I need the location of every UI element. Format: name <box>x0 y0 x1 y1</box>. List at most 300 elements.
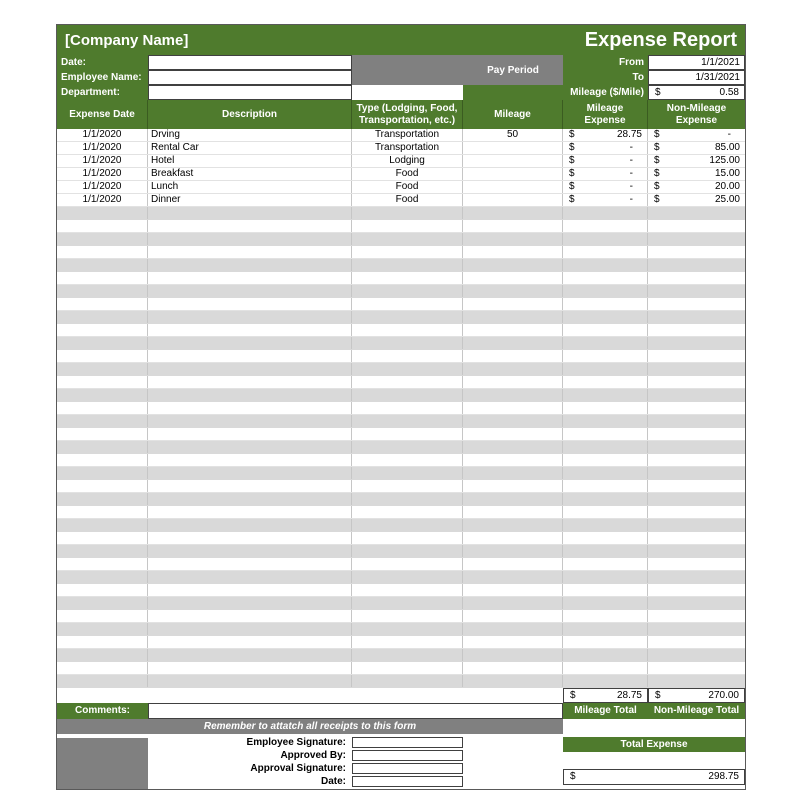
cell-non-mileage-expense[interactable] <box>648 545 745 557</box>
cell-description[interactable] <box>148 467 352 479</box>
cell-description[interactable]: Rental Car <box>148 142 352 154</box>
cell-type[interactable] <box>352 233 463 245</box>
cell-description[interactable] <box>148 259 352 271</box>
cell-expense-date[interactable] <box>57 532 148 544</box>
cell-mileage[interactable] <box>463 246 563 258</box>
cell-non-mileage-expense[interactable] <box>648 181 745 193</box>
cell-mileage[interactable] <box>463 194 563 206</box>
cell-mileage-expense[interactable] <box>563 558 648 570</box>
cell-type[interactable]: Food <box>352 181 463 193</box>
cell-expense-date[interactable] <box>57 610 148 622</box>
cell-mileage[interactable]: 50 <box>463 129 563 141</box>
cell-mileage[interactable] <box>463 467 563 479</box>
cell-mileage-expense[interactable] <box>563 545 648 557</box>
cell-non-mileage-expense[interactable] <box>648 662 745 674</box>
cell-non-mileage-expense[interactable] <box>648 337 745 349</box>
currency-symbol: $ <box>654 181 660 192</box>
cell-type[interactable] <box>352 545 463 557</box>
cell-expense-date[interactable] <box>57 571 148 583</box>
cell-type[interactable] <box>352 636 463 648</box>
cell-mileage[interactable] <box>463 272 563 284</box>
cell-expense-date[interactable] <box>57 350 148 362</box>
cell-mileage[interactable] <box>463 285 563 297</box>
cell-mileage[interactable] <box>463 441 563 453</box>
cell-non-mileage-expense[interactable] <box>648 311 745 323</box>
currency-symbol: $ <box>569 194 575 205</box>
cell-mileage-expense[interactable] <box>563 584 648 596</box>
cell-description[interactable] <box>148 272 352 284</box>
cell-type[interactable] <box>352 467 463 479</box>
cell-expense-date[interactable]: 1/1/2020 <box>57 142 148 154</box>
cell-type[interactable]: Transportation <box>352 129 463 141</box>
cell-type[interactable] <box>352 532 463 544</box>
cell-description[interactable] <box>148 610 352 622</box>
cell-expense-date[interactable] <box>57 220 148 232</box>
expense-row-empty <box>57 415 745 428</box>
cell-mileage-expense[interactable] <box>563 246 648 258</box>
cell-description[interactable] <box>148 207 352 219</box>
cell-description[interactable]: Lunch <box>148 181 352 193</box>
cell-non-mileage-expense[interactable] <box>648 454 745 466</box>
cell-description[interactable] <box>148 389 352 401</box>
cell-mileage-expense[interactable] <box>563 441 648 453</box>
cell-mileage-expense[interactable] <box>563 168 648 180</box>
cell-mileage-expense[interactable] <box>563 129 648 141</box>
cell-mileage[interactable] <box>463 662 563 674</box>
cell-description[interactable] <box>148 493 352 505</box>
cell-type[interactable] <box>352 298 463 310</box>
cell-non-mileage-expense[interactable] <box>648 428 745 440</box>
cell-mileage-expense[interactable] <box>563 324 648 336</box>
cell-description[interactable] <box>148 402 352 414</box>
cell-mileage-expense[interactable] <box>563 376 648 388</box>
cell-expense-date[interactable] <box>57 558 148 570</box>
cell-mileage-expense[interactable] <box>563 298 648 310</box>
cell-mileage-expense[interactable] <box>563 493 648 505</box>
cell-non-mileage-expense[interactable] <box>648 350 745 362</box>
cell-mileage[interactable] <box>463 389 563 401</box>
cell-type[interactable] <box>352 493 463 505</box>
cell-mileage[interactable] <box>463 636 563 648</box>
comments-input[interactable] <box>148 703 563 719</box>
cell-non-mileage-expense[interactable] <box>648 597 745 609</box>
cell-mileage-expense[interactable] <box>563 610 648 622</box>
cell-expense-date[interactable] <box>57 428 148 440</box>
cell-type[interactable] <box>352 376 463 388</box>
cell-description[interactable] <box>148 597 352 609</box>
cell-description[interactable] <box>148 675 352 687</box>
cell-expense-date[interactable] <box>57 298 148 310</box>
department-label: Department: <box>57 85 148 100</box>
cell-mileage-expense[interactable] <box>563 532 648 544</box>
cell-mileage[interactable] <box>463 506 563 518</box>
cell-mileage-expense[interactable] <box>563 597 648 609</box>
cell-type[interactable] <box>352 350 463 362</box>
cell-expense-date[interactable]: 1/1/2020 <box>57 155 148 167</box>
cell-non-mileage-expense[interactable] <box>648 610 745 622</box>
cell-mileage-expense[interactable] <box>563 337 648 349</box>
cell-description[interactable] <box>148 649 352 661</box>
cell-mileage[interactable] <box>463 571 563 583</box>
cell-mileage-expense[interactable] <box>563 155 648 167</box>
cell-mileage-expense[interactable] <box>563 675 648 687</box>
cell-mileage-expense[interactable] <box>563 350 648 362</box>
cell-type[interactable] <box>352 519 463 531</box>
cell-description[interactable] <box>148 636 352 648</box>
cell-mileage[interactable] <box>463 558 563 570</box>
cell-mileage[interactable] <box>463 168 563 180</box>
cell-description[interactable] <box>148 454 352 466</box>
comments-label: Comments: <box>57 703 148 719</box>
cell-mileage[interactable] <box>463 610 563 622</box>
cell-expense-date[interactable] <box>57 324 148 336</box>
cell-description[interactable]: Breakfast <box>148 168 352 180</box>
mileage-rate-field[interactable] <box>648 85 745 100</box>
cell-mileage-expense[interactable] <box>563 623 648 635</box>
cell-description[interactable] <box>148 519 352 531</box>
cell-type[interactable] <box>352 675 463 687</box>
totals-spacer <box>57 688 563 703</box>
cell-mileage-expense[interactable] <box>563 389 648 401</box>
cell-mileage[interactable] <box>463 350 563 362</box>
cell-mileage[interactable] <box>463 142 563 154</box>
cell-mileage-expense[interactable] <box>563 285 648 297</box>
cell-mileage-expense[interactable] <box>563 662 648 674</box>
cell-non-mileage-expense[interactable] <box>648 298 745 310</box>
cell-description[interactable] <box>148 220 352 232</box>
cell-description[interactable] <box>148 337 352 349</box>
cell-expense-date[interactable] <box>57 675 148 687</box>
cell-mileage[interactable] <box>463 454 563 466</box>
cell-description[interactable] <box>148 480 352 492</box>
expense-row-empty <box>57 298 745 311</box>
cell-type[interactable] <box>352 220 463 232</box>
cell-expense-date[interactable] <box>57 545 148 557</box>
cell-description[interactable] <box>148 285 352 297</box>
cell-non-mileage-expense[interactable] <box>648 493 745 505</box>
cell-mileage[interactable] <box>463 545 563 557</box>
cell-type[interactable]: Transportation <box>352 142 463 154</box>
expense-row-empty <box>57 675 745 688</box>
cell-mileage-expense[interactable] <box>563 220 648 232</box>
expense-row <box>57 181 745 194</box>
expense-row-empty <box>57 467 745 480</box>
cell-mileage-expense[interactable] <box>563 181 648 193</box>
cell-mileage[interactable] <box>463 402 563 414</box>
cell-type[interactable] <box>352 597 463 609</box>
cell-expense-date[interactable] <box>57 662 148 674</box>
cell-mileage[interactable] <box>463 649 563 661</box>
cell-non-mileage-expense[interactable] <box>648 324 745 336</box>
cell-mileage[interactable] <box>463 155 563 167</box>
cell-description[interactable]: Drving <box>148 129 352 141</box>
cell-type[interactable] <box>352 454 463 466</box>
cell-description[interactable] <box>148 350 352 362</box>
cell-description[interactable] <box>148 376 352 388</box>
from-date-field[interactable]: 1/1/2021 <box>648 55 745 70</box>
cell-description[interactable] <box>148 623 352 635</box>
cell-type[interactable] <box>352 506 463 518</box>
cell-mileage-expense[interactable] <box>563 311 648 323</box>
cell-mileage[interactable] <box>463 220 563 232</box>
cell-type[interactable] <box>352 285 463 297</box>
cell-type[interactable] <box>352 272 463 284</box>
mileage-total-value-cell[interactable] <box>563 688 648 703</box>
cell-expense-date[interactable] <box>57 415 148 427</box>
cell-mileage-expense[interactable] <box>563 636 648 648</box>
expense-row-empty <box>57 389 745 402</box>
cell-description[interactable] <box>148 363 352 375</box>
cell-type[interactable] <box>352 415 463 427</box>
cell-description[interactable] <box>148 441 352 453</box>
cell-description[interactable] <box>148 506 352 518</box>
cell-non-mileage-expense[interactable] <box>648 389 745 401</box>
cell-description[interactable] <box>148 545 352 557</box>
cell-expense-date[interactable] <box>57 441 148 453</box>
expense-row-empty <box>57 363 745 376</box>
cell-expense-date[interactable] <box>57 623 148 635</box>
cell-expense-date[interactable] <box>57 337 148 349</box>
amount: - <box>629 181 633 192</box>
cell-description[interactable] <box>148 415 352 427</box>
cell-description[interactable] <box>148 584 352 596</box>
cell-mileage[interactable] <box>463 675 563 687</box>
to-date-field[interactable]: 1/31/2021 <box>648 70 745 85</box>
cell-expense-date[interactable] <box>57 506 148 518</box>
cell-non-mileage-expense[interactable] <box>648 519 745 531</box>
cell-expense-date[interactable] <box>57 597 148 609</box>
employee-name-field[interactable] <box>148 70 352 85</box>
cell-non-mileage-expense[interactable] <box>648 649 745 661</box>
signature-date-field[interactable] <box>352 776 463 787</box>
cell-type[interactable] <box>352 441 463 453</box>
cell-mileage-expense[interactable] <box>563 272 648 284</box>
cell-expense-date[interactable] <box>57 285 148 297</box>
date-field[interactable] <box>148 55 352 70</box>
cell-non-mileage-expense[interactable] <box>648 376 745 388</box>
cell-mileage-expense[interactable] <box>563 571 648 583</box>
cell-non-mileage-expense[interactable] <box>648 623 745 635</box>
cell-description[interactable] <box>148 298 352 310</box>
cell-non-mileage-expense[interactable] <box>648 402 745 414</box>
cell-type[interactable] <box>352 610 463 622</box>
cell-mileage-expense[interactable] <box>563 519 648 531</box>
cell-mileage-expense[interactable] <box>563 480 648 492</box>
cell-non-mileage-expense[interactable] <box>648 506 745 518</box>
cell-mileage[interactable] <box>463 363 563 375</box>
department-field[interactable] <box>148 85 352 100</box>
cell-non-mileage-expense[interactable] <box>648 272 745 284</box>
cell-non-mileage-expense[interactable] <box>648 246 745 258</box>
cell-type[interactable] <box>352 207 463 219</box>
cell-mileage[interactable] <box>463 259 563 271</box>
cell-mileage-expense[interactable] <box>563 233 648 245</box>
cell-non-mileage-expense[interactable] <box>648 233 745 245</box>
header-type: Type (Lodging, Food, Transportation, etc.) <box>352 100 463 129</box>
cell-type[interactable] <box>352 337 463 349</box>
expense-row-empty <box>57 402 745 415</box>
cell-expense-date[interactable] <box>57 649 148 661</box>
mileage-total-label: Mileage Total <box>563 703 648 719</box>
cell-expense-date[interactable] <box>57 272 148 284</box>
employee-signature-field[interactable] <box>352 737 463 748</box>
cell-non-mileage-expense[interactable] <box>648 129 745 141</box>
cell-mileage-expense[interactable] <box>563 649 648 661</box>
cell-mileage-expense[interactable] <box>563 454 648 466</box>
receipts-reminder: Remember to attatch all receipts to this form <box>57 719 563 734</box>
amount: 20.00 <box>714 181 740 192</box>
cell-non-mileage-expense[interactable] <box>648 441 745 453</box>
employee-name-label: Employee Name: <box>57 70 148 85</box>
cell-type[interactable] <box>352 363 463 375</box>
cell-mileage-expense[interactable] <box>563 207 648 219</box>
cell-type[interactable] <box>352 558 463 570</box>
approval-signature-field[interactable] <box>352 763 463 774</box>
cell-mileage[interactable] <box>463 181 563 193</box>
cell-type[interactable] <box>352 584 463 596</box>
cell-non-mileage-expense[interactable] <box>648 636 745 648</box>
total-expense-field[interactable] <box>563 769 745 785</box>
cell-mileage-expense[interactable] <box>563 428 648 440</box>
cell-expense-date[interactable] <box>57 363 148 375</box>
cell-non-mileage-expense[interactable] <box>648 194 745 206</box>
cell-type[interactable]: Lodging <box>352 155 463 167</box>
cell-description[interactable] <box>148 324 352 336</box>
cell-mileage[interactable] <box>463 376 563 388</box>
cell-non-mileage-expense[interactable] <box>648 415 745 427</box>
cell-type[interactable] <box>352 259 463 271</box>
cell-expense-date[interactable] <box>57 519 148 531</box>
cell-type[interactable] <box>352 402 463 414</box>
cell-mileage-expense[interactable] <box>563 259 648 271</box>
approval-signature-label: Approval Signature: <box>250 762 346 774</box>
cell-type[interactable] <box>352 311 463 323</box>
cell-description[interactable]: Dinner <box>148 194 352 206</box>
expense-row <box>57 194 745 207</box>
cell-mileage-expense[interactable] <box>563 142 648 154</box>
expense-row-empty <box>57 519 745 532</box>
cell-non-mileage-expense[interactable] <box>648 584 745 596</box>
cell-description[interactable] <box>148 233 352 245</box>
cell-description[interactable] <box>148 246 352 258</box>
cell-non-mileage-expense[interactable] <box>648 467 745 479</box>
cell-description[interactable] <box>148 662 352 674</box>
expense-row-empty <box>57 350 745 363</box>
cell-expense-date[interactable] <box>57 584 148 596</box>
currency-symbol: $ <box>569 142 575 153</box>
cell-expense-date[interactable] <box>57 233 148 245</box>
cell-mileage-expense[interactable] <box>563 363 648 375</box>
cell-non-mileage-expense[interactable] <box>648 675 745 687</box>
cell-expense-date[interactable] <box>57 480 148 492</box>
cell-non-mileage-expense[interactable] <box>648 480 745 492</box>
cell-expense-date[interactable] <box>57 402 148 414</box>
cell-expense-date[interactable]: 1/1/2020 <box>57 168 148 180</box>
cell-description[interactable] <box>148 428 352 440</box>
cell-description[interactable]: Hotel <box>148 155 352 167</box>
cell-mileage[interactable] <box>463 311 563 323</box>
cell-expense-date[interactable] <box>57 246 148 258</box>
cell-type[interactable]: Food <box>352 168 463 180</box>
cell-mileage[interactable] <box>463 298 563 310</box>
cell-non-mileage-expense[interactable] <box>648 532 745 544</box>
cell-mileage[interactable] <box>463 207 563 219</box>
cell-mileage[interactable] <box>463 597 563 609</box>
cell-type[interactable] <box>352 662 463 674</box>
cell-expense-date[interactable] <box>57 389 148 401</box>
cell-description[interactable] <box>148 311 352 323</box>
cell-type[interactable]: Food <box>352 194 463 206</box>
cell-non-mileage-expense[interactable] <box>648 285 745 297</box>
cell-mileage-expense[interactable] <box>563 194 648 206</box>
cell-expense-date[interactable] <box>57 636 148 648</box>
cell-description[interactable] <box>148 532 352 544</box>
cell-mileage[interactable] <box>463 480 563 492</box>
cell-expense-date[interactable]: 1/1/2020 <box>57 181 148 193</box>
cell-description[interactable] <box>148 558 352 570</box>
cell-type[interactable] <box>352 428 463 440</box>
cell-mileage[interactable] <box>463 623 563 635</box>
cell-type[interactable] <box>352 246 463 258</box>
cell-expense-date[interactable] <box>57 493 148 505</box>
cell-mileage[interactable] <box>463 324 563 336</box>
expense-row-empty <box>57 610 745 623</box>
cell-mileage[interactable] <box>463 233 563 245</box>
cell-mileage[interactable] <box>463 493 563 505</box>
cell-non-mileage-expense[interactable] <box>648 220 745 232</box>
non-mileage-total-value-cell[interactable] <box>648 688 745 703</box>
expense-row-empty <box>57 376 745 389</box>
cell-non-mileage-expense[interactable] <box>648 259 745 271</box>
cell-type[interactable] <box>352 571 463 583</box>
cell-type[interactable] <box>352 623 463 635</box>
cell-mileage-expense[interactable] <box>563 415 648 427</box>
cell-mileage[interactable] <box>463 337 563 349</box>
cell-mileage-expense[interactable] <box>563 467 648 479</box>
cell-expense-date[interactable] <box>57 454 148 466</box>
cell-expense-date[interactable] <box>57 467 148 479</box>
expense-row-empty <box>57 324 745 337</box>
cell-type[interactable] <box>352 649 463 661</box>
cell-description[interactable] <box>148 571 352 583</box>
approved-by-field[interactable] <box>352 750 463 761</box>
cell-expense-date[interactable]: 1/1/2020 <box>57 129 148 141</box>
cell-non-mileage-expense[interactable] <box>648 207 745 219</box>
cell-mileage-expense[interactable] <box>563 506 648 518</box>
cell-type[interactable] <box>352 389 463 401</box>
currency-symbol: $ <box>654 168 660 179</box>
cell-expense-date[interactable] <box>57 376 148 388</box>
cell-mileage[interactable] <box>463 532 563 544</box>
cell-mileage[interactable] <box>463 519 563 531</box>
cell-expense-date[interactable]: 1/1/2020 <box>57 194 148 206</box>
cell-expense-date[interactable] <box>57 311 148 323</box>
cell-non-mileage-expense[interactable] <box>648 155 745 167</box>
cell-type[interactable] <box>352 324 463 336</box>
cell-mileage[interactable] <box>463 415 563 427</box>
cell-expense-date[interactable] <box>57 259 148 271</box>
cell-non-mileage-expense[interactable] <box>648 558 745 570</box>
cell-expense-date[interactable] <box>57 207 148 219</box>
cell-type[interactable] <box>352 480 463 492</box>
cell-non-mileage-expense[interactable] <box>648 363 745 375</box>
cell-mileage-expense[interactable] <box>563 402 648 414</box>
cell-non-mileage-expense[interactable] <box>648 168 745 180</box>
cell-mileage[interactable] <box>463 428 563 440</box>
cell-non-mileage-expense[interactable] <box>648 571 745 583</box>
cell-non-mileage-expense[interactable] <box>648 142 745 154</box>
cell-mileage[interactable] <box>463 584 563 596</box>
